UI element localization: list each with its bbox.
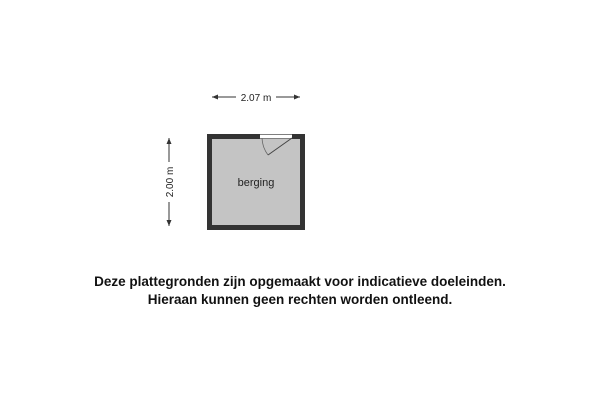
disclaimer-line-2: Hieraan kunnen geen rechten worden ontleend. <box>147 292 453 307</box>
width-label: 2.07 m <box>240 93 272 104</box>
wall-top-right <box>292 134 305 139</box>
width-dimension <box>212 93 300 104</box>
disclaimer-line-1: Deze plattegronden zijn opgemaakt voor indicatieve doeleinden. <box>94 274 506 289</box>
room-berging <box>207 134 305 230</box>
wall-right <box>300 134 305 230</box>
wall-bottom <box>207 225 305 230</box>
wall-top-left <box>207 134 260 139</box>
height-label: 2.00 m <box>165 166 176 198</box>
room-label: berging <box>237 177 275 189</box>
height-dimension <box>165 138 176 226</box>
wall-left <box>207 134 212 230</box>
